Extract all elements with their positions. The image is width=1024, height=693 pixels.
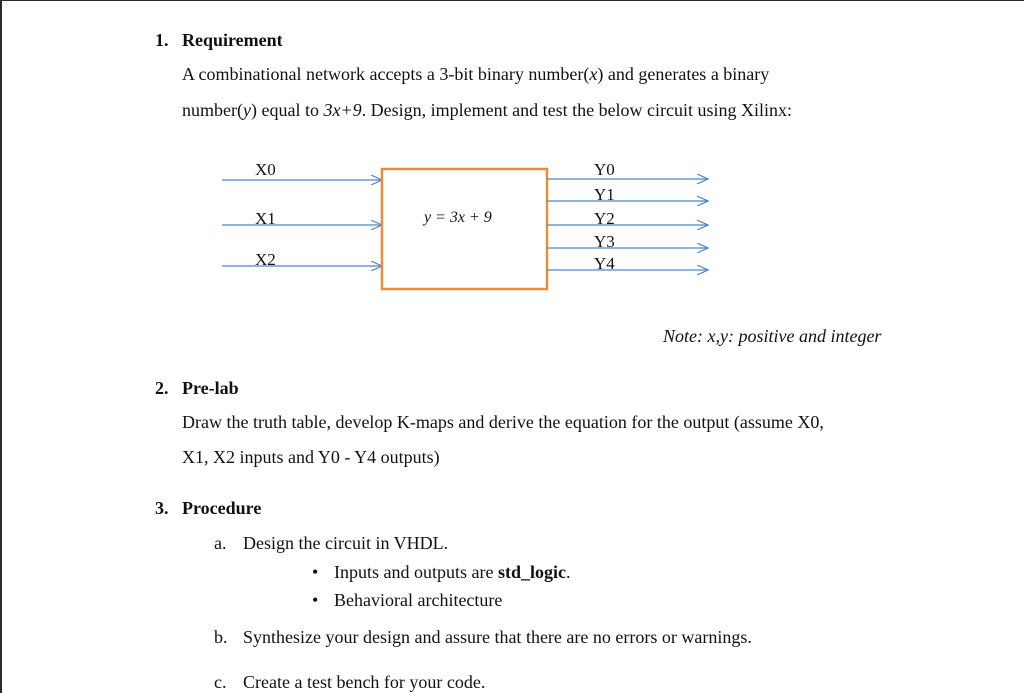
s1-line1-pre: A combinational network accepts a 3-bit binary number( xyxy=(182,64,590,84)
section-1-number: 1. xyxy=(155,30,169,50)
section-2-line-1: Draw the truth table, develop K-maps and derive the equation for the output (assume X0, xyxy=(182,412,824,432)
s1-line2-post: . Design, implement and test the below circuit using Xilinx: xyxy=(361,100,793,120)
step-a-marker: a. xyxy=(214,533,227,553)
section-1-title: Requirement xyxy=(182,30,283,50)
section-2-number: 2. xyxy=(155,378,169,398)
output-label-y3: Y3 xyxy=(594,232,615,251)
step-c-text: Create a test bench for your code. xyxy=(243,672,486,692)
bullet-dot-2: • xyxy=(312,590,319,610)
bullet-item-2 xyxy=(0,590,1024,614)
section-2-line-2: X1, X2 inputs and Y0 - Y4 outputs) xyxy=(182,447,440,467)
bullet-dot-1: • xyxy=(312,562,319,582)
output-label-y4: Y4 xyxy=(594,254,615,273)
s1-line2-expr: 3x+9 xyxy=(323,100,362,120)
step-a-text: Design the circuit in VHDL. xyxy=(243,533,449,553)
s1-line2-pre: number( xyxy=(182,100,243,120)
input-label-x2: X2 xyxy=(255,250,276,269)
step-c-marker: c. xyxy=(214,672,227,692)
bullet-1-text xyxy=(334,562,570,583)
output-label-y0: Y0 xyxy=(594,160,615,179)
step-b-marker: b. xyxy=(214,627,228,647)
s1-line2-mid: ) equal to xyxy=(250,100,324,120)
s1-line1-post: ) and generates a binary xyxy=(597,64,770,84)
input-label-x0: X0 xyxy=(255,160,276,179)
output-label-y1: Y1 xyxy=(594,185,615,204)
section-3-title: Procedure xyxy=(182,498,262,518)
step-b-text: Synthesize your design and assure that there are no errors or warnings. xyxy=(243,627,752,647)
bullet-1-pre: Inputs and outputs are xyxy=(334,562,498,582)
bullet-item-1 xyxy=(0,562,1024,586)
s1-line1-var: x xyxy=(589,64,598,84)
s1-line2-var: y xyxy=(242,100,251,120)
section-2-title: Pre-lab xyxy=(182,378,239,398)
bullet-1-bold: std_logic xyxy=(497,562,566,582)
section-3-number: 3. xyxy=(155,498,169,518)
input-label-x1: X1 xyxy=(255,209,276,228)
output-label-y2: Y2 xyxy=(594,209,615,228)
function-box xyxy=(382,169,547,289)
bullet-2-text: Behavioral architecture xyxy=(334,590,503,610)
function-box-label: y = 3x + 9 xyxy=(424,209,492,226)
note-text: Note: x,y: positive and integer xyxy=(663,326,882,346)
bullet-1-post: . xyxy=(565,562,571,582)
